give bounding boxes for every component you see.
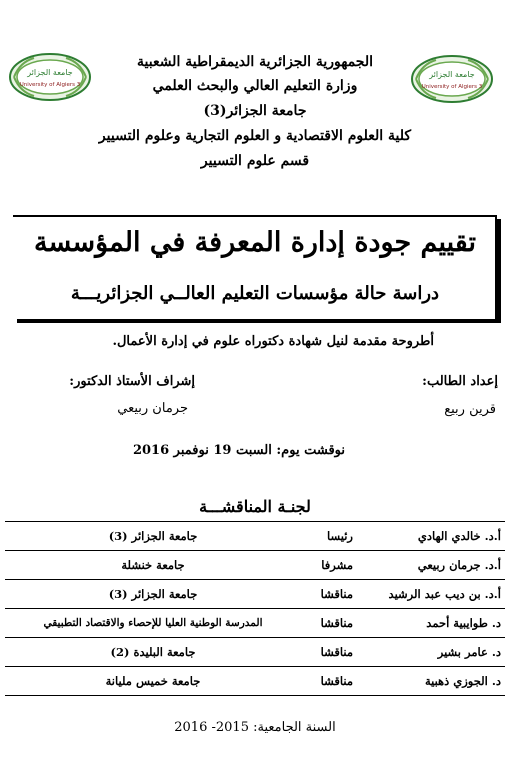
member-role: مناقشا xyxy=(301,609,357,638)
member-role: رئيسا xyxy=(301,522,357,551)
member-name: أ.د. جرمان ربيعي xyxy=(357,551,505,580)
table-row xyxy=(5,609,505,638)
member-name: د. طوايبية أحمد xyxy=(357,609,505,638)
thesis-note: أطروحة مقدمة لنيل شهادة دكتوراه علوم في إدارة الأعمال. xyxy=(112,334,434,349)
thesis-subtitle: دراسة حالة مؤسسات التعليم العالــي الجزائريـــة xyxy=(70,283,440,304)
member-university: جامعة خميس مليانة xyxy=(5,667,301,696)
member-role: مناقشا xyxy=(301,580,357,609)
member-role: مناقشا xyxy=(301,638,357,667)
member-name: أ.د. بن ديب عبد الرشيد xyxy=(357,580,505,609)
member-name: أ.د. خالدي الهادي xyxy=(357,522,505,551)
header-line-department: قسم علوم التسيير xyxy=(200,153,310,169)
logo-arabic-text: جامعة الجزائر xyxy=(27,68,73,77)
member-name: د. الجوزي ذهبية xyxy=(357,667,505,696)
supervisor-label: إشراف الأستاذ الدكتور: xyxy=(69,374,195,389)
member-role: مشرفا xyxy=(301,551,357,580)
logo-arabic-text: جامعة الجزائر xyxy=(429,70,475,79)
member-university: جامعة خنشلة xyxy=(5,551,301,580)
table-row xyxy=(5,638,505,667)
member-role: مناقشا xyxy=(301,667,357,696)
student-name: قرين ربيع xyxy=(444,402,496,417)
committee-table xyxy=(5,521,505,696)
member-university: جامعة البليدة (2) xyxy=(5,638,301,667)
thesis-title: تقييم جودة إدارة المعرفة في المؤسسة xyxy=(34,227,476,258)
title-box xyxy=(13,215,497,319)
header-line-republic: الجمهورية الجزائرية الديمقراطية الشعبية xyxy=(136,54,373,70)
defense-date: نوقشت يوم: السبت 19 نوفمبر 2016 xyxy=(132,443,345,458)
member-university: جامعة الجزائر (3) xyxy=(5,580,301,609)
table-row xyxy=(5,580,505,609)
university-logo-left xyxy=(8,52,92,102)
header-line-university: جامعة الجزائر(3) xyxy=(203,103,307,119)
member-university: المدرسة الوطنية العليا للإحصاء والاقتصاد التطبيقي xyxy=(5,609,301,638)
university-logo-right xyxy=(410,54,494,104)
header-line-faculty: كلية العلوم الاقتصادية و العلوم التجارية وعلوم التسيير xyxy=(98,128,412,144)
header-line-ministry: وزارة التعليم العالي والبحث العلمي xyxy=(152,78,358,94)
member-university: جامعة الجزائر (3) xyxy=(5,522,301,551)
table-row xyxy=(5,522,505,551)
committee-title: لجنـة المناقشـــة xyxy=(199,497,311,516)
table-row xyxy=(5,667,505,696)
logo-latin-text: University of Algiers 3 xyxy=(421,84,483,90)
supervisor-name: جرمان ربيعي xyxy=(117,401,188,416)
student-label: إعداد الطالب: xyxy=(422,374,498,389)
table-row xyxy=(5,551,505,580)
academic-year: السنة الجامعية: 2015- 2016 xyxy=(174,720,336,735)
member-name: د. عامر بشير xyxy=(357,638,505,667)
logo-latin-text: University of Algiers 3 xyxy=(19,82,81,88)
